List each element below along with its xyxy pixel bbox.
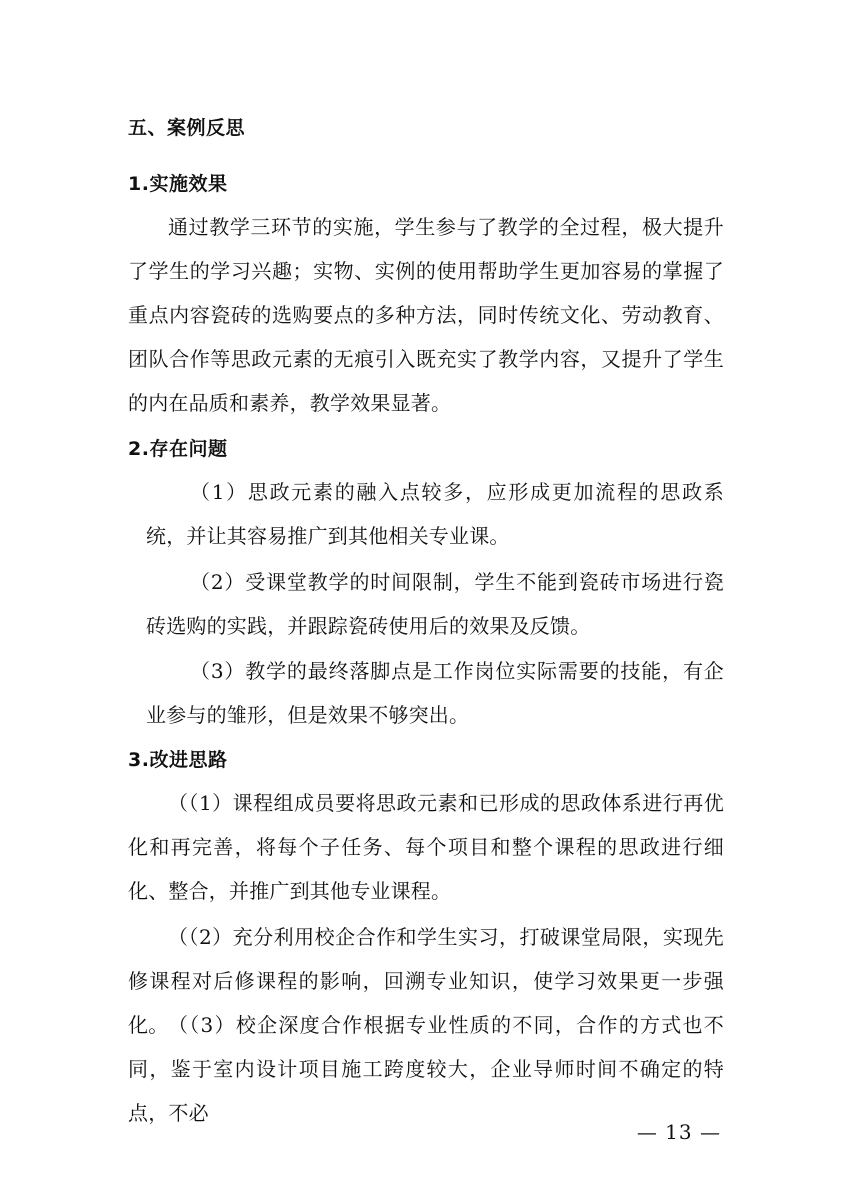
heading-implementation-effect: 1.实施效果: [128, 173, 228, 195]
problem-item-2: （2）受课堂教学的时间限制，学生不能到瓷砖市场进行瓷砖选购的实践，并跟踪瓷砖使用后的效果及反馈。: [146, 570, 724, 638]
heading-improvement-ideas: 3.改进思路: [128, 749, 228, 771]
page-number: — 13 —: [636, 1120, 721, 1144]
paragraph-implementation-effect: 通过教学三环节的实施，学生参与了教学的全过程，极大提升了学生的学习兴趣；实物、实例的使用帮助学生更加容易的掌握了重点内容瓷砖的选购要点的多种方法，同时传统文化、劳动教育、团队合作等思政元素的无痕引入既充实了教学内容，又提升了学生的内在品质和素养，教学效果显著。: [128, 215, 724, 415]
improvement-item-1: （（1）课程组成员要将思政元素和已形成的思政体系进行再优化和再完善，将每个子任务、每个项目和整个课程的思政进行细化、整合，并推广到其他专业课程。: [128, 791, 724, 903]
problem-item-1: （1）思政元素的融入点较多，应形成更加流程的思政系统，并让其容易推广到其他相关专业课。: [146, 480, 724, 548]
improvement-item-3: （（3）校企深度合作根据专业性质的不同，合作的方式也不同，鉴于室内设计项目施工跨度较大，企业导师时间不确定的特点，不必: [128, 1013, 724, 1125]
section-title: 五、案例反思: [128, 117, 246, 139]
improvement-item-2: （（2）充分利用校企合作和学生实习，打破课堂局限，实现先修课程对后修课程的影响，回溯专业知识，使学习效果更一步强化。: [128, 925, 724, 1037]
problem-item-3: （3）教学的最终落脚点是工作岗位实际需要的技能，有企业参与的雏形，但是效果不够突出。: [146, 659, 724, 727]
heading-existing-problems: 2.存在问题: [128, 438, 228, 460]
